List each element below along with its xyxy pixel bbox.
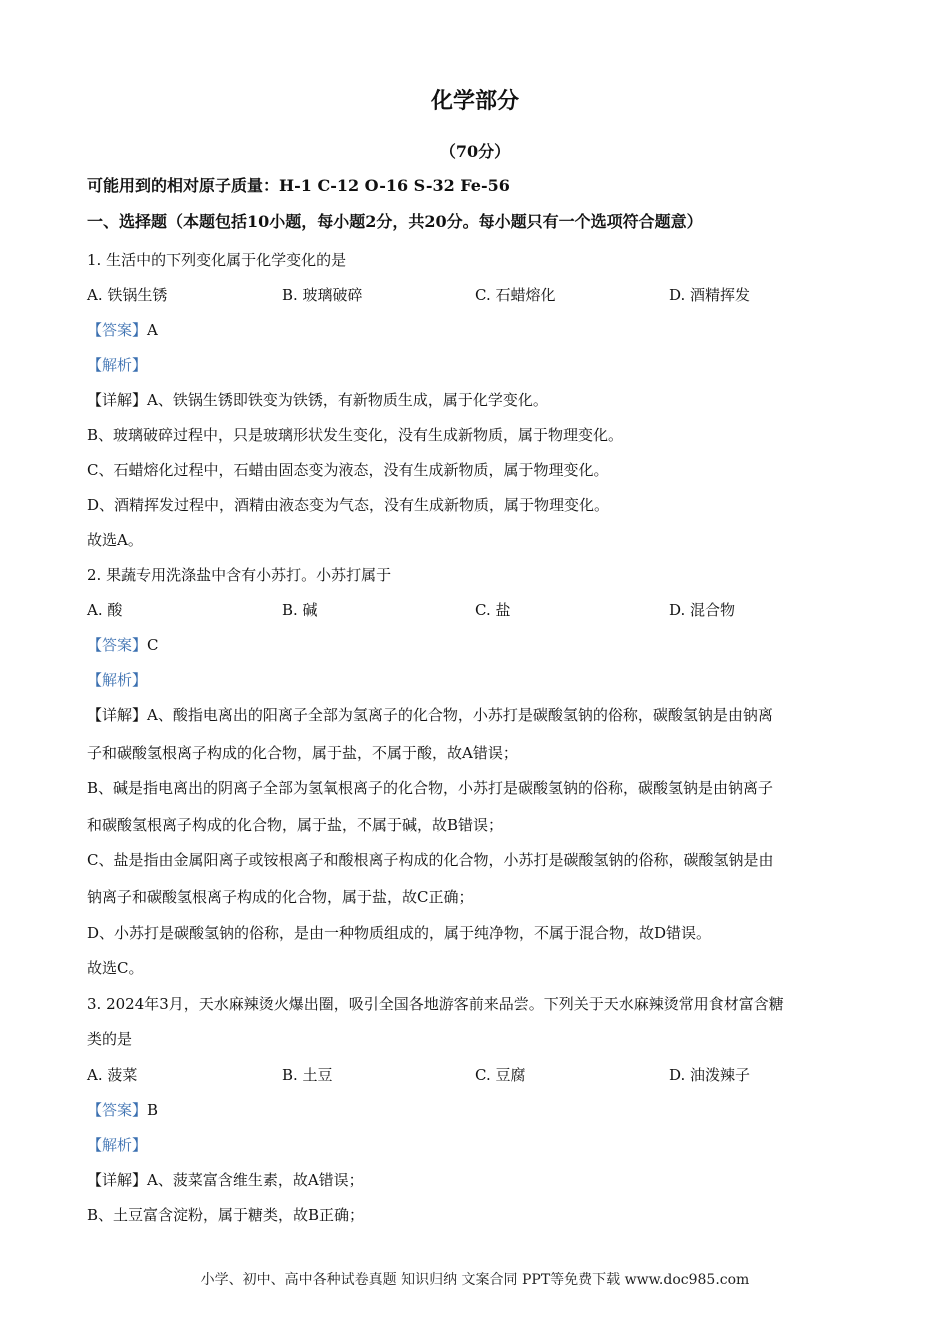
analysis-tag: 【解析】 xyxy=(87,1136,148,1154)
page-title: 化学部分 xyxy=(430,88,519,114)
q3-option-d: D. 油泼辣子 xyxy=(669,1066,751,1084)
q3-option-a: A. 菠菜 xyxy=(87,1066,138,1084)
q2-detail-text: 钠离子和碳酸氢根离子构成的化合物，属于盐，故C正确； xyxy=(87,888,474,906)
q1-detail-line xyxy=(87,390,548,410)
q1-answer-line xyxy=(87,320,158,340)
q2-option-c: C. 盐 xyxy=(475,601,511,619)
analysis-tag: 【解析】 xyxy=(87,671,148,689)
q2-answer-line xyxy=(87,635,159,655)
q2-detail-text: 子和碳酸氢根离子构成的化合物，属于盐，不属于酸，故A错误； xyxy=(87,744,518,762)
q2-detail-text: C、盐是指由金属阳离子或铵根离子和酸根离子构成的化合物，小苏打是碳酸氢钠的俗称，碳酸氢钠是由 xyxy=(87,851,774,869)
section-score: （70分） xyxy=(439,142,511,161)
q3-answer: B xyxy=(147,1101,159,1119)
detail-tag: 【详解】 xyxy=(87,391,148,409)
q1-option-d: D. 酒精挥发 xyxy=(669,286,751,304)
q3-option-c: C. 豆腐 xyxy=(475,1066,526,1084)
q1-analysis-line xyxy=(87,355,147,375)
atomic-mass-line: 可能用到的相对原子质量：H-1 C-12 O-16 S-32 Fe-56 xyxy=(87,176,510,195)
section-heading: 一、选择题（本题包括10小题，每小题2分，共20分。每小题只有一个选项符合题意） xyxy=(87,212,703,231)
q2-detail-text: A、酸指电离出的阳离子全部为氢离子的化合物，小苏打是碳酸氢钠的俗称，碳酸氢钠是由钠离 xyxy=(147,706,773,724)
analysis-tag: 【解析】 xyxy=(87,356,148,374)
q1-option-b: B. 玻璃破碎 xyxy=(282,286,363,304)
detail-tag: 【详解】 xyxy=(87,1171,148,1189)
q1-stem: 1. 生活中的下列变化属于化学变化的是 xyxy=(87,251,347,269)
q3-detail-line xyxy=(87,1170,364,1190)
q1-option-a: A. 铁锅生锈 xyxy=(87,286,168,304)
q1-detail-text: A、铁锅生锈即铁变为铁锈，有新物质生成，属于化学变化。 xyxy=(147,391,548,409)
q3-stem: 3. 2024年3月，天水麻辣烫火爆出圈，吸引全国各地游客前来品尝。下列关于天水麻辣烫常用食材富含糖 xyxy=(87,995,784,1013)
q2-analysis-line xyxy=(87,670,147,690)
q2-conclusion: 故选C。 xyxy=(87,959,144,977)
q2-option-a: A. 酸 xyxy=(87,601,123,619)
q3-stem-continued: 类的是 xyxy=(87,1030,133,1048)
detail-tag: 【详解】 xyxy=(87,706,148,724)
q1-option-c: C. 石蜡熔化 xyxy=(475,286,556,304)
q2-detail-text: B、碱是指电离出的阴离子全部为氢氧根离子的化合物，小苏打是碳酸氢钠的俗称，碳酸氢钠是由钠离子 xyxy=(87,779,774,797)
answer-tag: 【答案】 xyxy=(87,636,148,654)
q1-answer: A xyxy=(147,321,158,339)
q2-detail-line xyxy=(87,705,773,725)
answer-tag: 【答案】 xyxy=(87,1101,148,1119)
q1-detail-text: C、石蜡熔化过程中，石蜡由固态变为液态，没有生成新物质，属于物理变化。 xyxy=(87,461,609,479)
q3-detail-text: B、土豆富含淀粉，属于糖类，故B正确； xyxy=(87,1206,365,1224)
q2-option-b: B. 碱 xyxy=(282,601,318,619)
q3-analysis-line xyxy=(87,1135,147,1155)
answer-tag: 【答案】 xyxy=(87,321,148,339)
q2-detail-text: 和碳酸氢根离子构成的化合物，属于盐，不属于碱，故B错误； xyxy=(87,816,504,834)
q1-detail-text: D、酒精挥发过程中，酒精由液态变为气态，没有生成新物质，属于物理变化。 xyxy=(87,496,610,514)
q3-answer-line xyxy=(87,1100,158,1120)
q2-answer: C xyxy=(147,636,159,654)
q2-detail-text: D、小苏打是碳酸氢钠的俗称，是由一种物质组成的，属于纯净物，不属于混合物，故D错误。 xyxy=(87,924,712,942)
q3-option-b: B. 土豆 xyxy=(282,1066,333,1084)
q2-stem: 2. 果蔬专用洗涤盐中含有小苏打。小苏打属于 xyxy=(87,566,392,584)
page-footer: 小学、初中、高中各种试卷真题 知识归纳 文案合同 PPT等免费下载 www.doc985.com xyxy=(200,1272,750,1288)
q1-detail-text: B、玻璃破碎过程中，只是玻璃形状发生变化，没有生成新物质，属于物理变化。 xyxy=(87,426,624,444)
q2-option-d: D. 混合物 xyxy=(669,601,736,619)
q3-detail-text: A、菠菜富含维生素，故A错误； xyxy=(147,1171,364,1189)
q1-conclusion: 故选A。 xyxy=(87,531,143,549)
